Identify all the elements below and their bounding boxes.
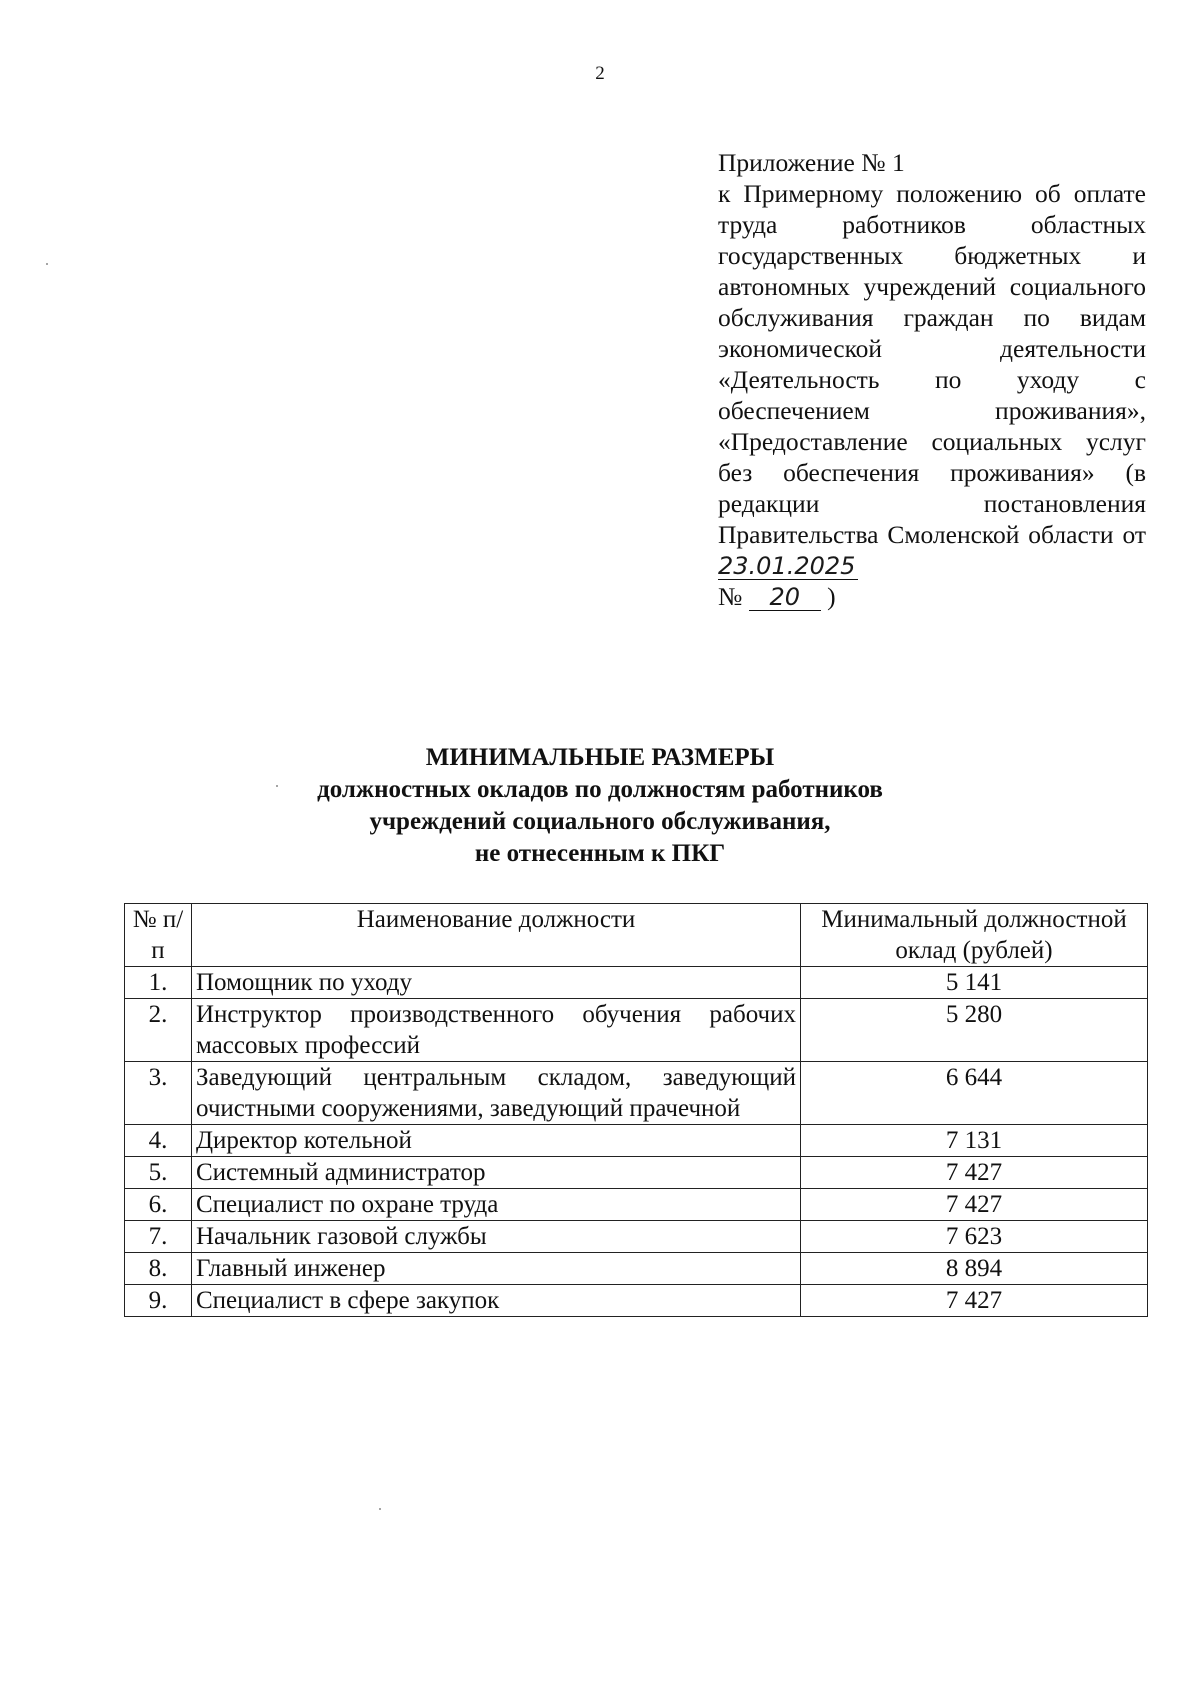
scan-speck — [379, 1508, 381, 1510]
row-num: 8. — [125, 1253, 192, 1285]
number-handwritten: 20 — [749, 585, 821, 611]
document-title — [0, 742, 1200, 870]
table-row — [125, 1189, 1148, 1221]
closing-paren: ) — [827, 582, 836, 611]
appendix-block — [718, 147, 1146, 612]
appendix-body: к Примерному положению об оплате труда работников областных государственных бюджетных и автономных учреждений социального обслуживания граждан по видам экономической деятельности «Деятельность по уходу с обеспечением проживания», «Предоставление социальных услуг без обеспечения проживания» (в редакции постановления Правительства Смоленской области от — [718, 179, 1146, 549]
table-row — [125, 1221, 1148, 1253]
date-handwritten: 23.01.2025 — [718, 554, 858, 580]
row-salary: 5 280 — [801, 999, 1148, 1062]
table-row — [125, 1285, 1148, 1317]
title-line-1: МИНИМАЛЬНЫЕ РАЗМЕРЫ — [425, 744, 775, 771]
table-header-row — [125, 904, 1148, 967]
row-num: 1. — [125, 967, 192, 999]
row-salary: 7 427 — [801, 1157, 1148, 1189]
row-salary: 7 427 — [801, 1189, 1148, 1221]
row-salary: 6 644 — [801, 1062, 1148, 1125]
row-salary: 7 623 — [801, 1221, 1148, 1253]
row-name: Специалист по охране труда — [192, 1189, 801, 1221]
row-name: Начальник газовой службы — [192, 1221, 801, 1253]
row-salary: 7 427 — [801, 1285, 1148, 1317]
table-row — [125, 1125, 1148, 1157]
title-line-2: должностных окладов по должностям работников — [317, 776, 883, 803]
row-salary: 7 131 — [801, 1125, 1148, 1157]
table-row — [125, 967, 1148, 999]
row-num: 2. — [125, 999, 192, 1062]
row-num: 6. — [125, 1189, 192, 1221]
row-name: Системный администратор — [192, 1157, 801, 1189]
row-num: 5. — [125, 1157, 192, 1189]
row-salary: 8 894 — [801, 1253, 1148, 1285]
row-name: Главный инженер — [192, 1253, 801, 1285]
table-row — [125, 1062, 1148, 1125]
row-num: 4. — [125, 1125, 192, 1157]
row-name: Инструктор производственного обучения рабочих массовых профессий — [192, 999, 801, 1062]
page-number: 2 — [595, 63, 605, 84]
row-name: Директор котельной — [192, 1125, 801, 1157]
row-name: Специалист в сфере закупок — [192, 1285, 801, 1317]
row-num: 3. — [125, 1062, 192, 1125]
header-num: № п/п — [125, 904, 192, 967]
number-prefix: № — [718, 582, 743, 611]
row-salary: 5 141 — [801, 967, 1148, 999]
header-salary: Минимальный должностной оклад (рублей) — [801, 904, 1148, 967]
title-line-4: не отнесенным к ПКГ — [474, 840, 726, 867]
table-row — [125, 1157, 1148, 1189]
row-num: 7. — [125, 1221, 192, 1253]
table-row — [125, 1253, 1148, 1285]
appendix-number-line — [718, 581, 1146, 612]
scan-speck — [276, 785, 278, 787]
appendix-heading: Приложение № 1 — [718, 148, 905, 177]
row-name: Заведующий центральным складом, заведующий очистными сооружениями, заведующий прачечной — [192, 1062, 801, 1125]
header-name: Наименование должности — [192, 904, 801, 967]
appendix-text — [718, 178, 1146, 581]
row-name: Помощник по уходу — [192, 967, 801, 999]
title-line-3: учреждений социального обслуживания, — [369, 808, 831, 835]
salary-table — [124, 903, 1148, 1317]
table-row — [125, 999, 1148, 1062]
row-num: 9. — [125, 1285, 192, 1317]
scan-speck — [46, 263, 48, 265]
